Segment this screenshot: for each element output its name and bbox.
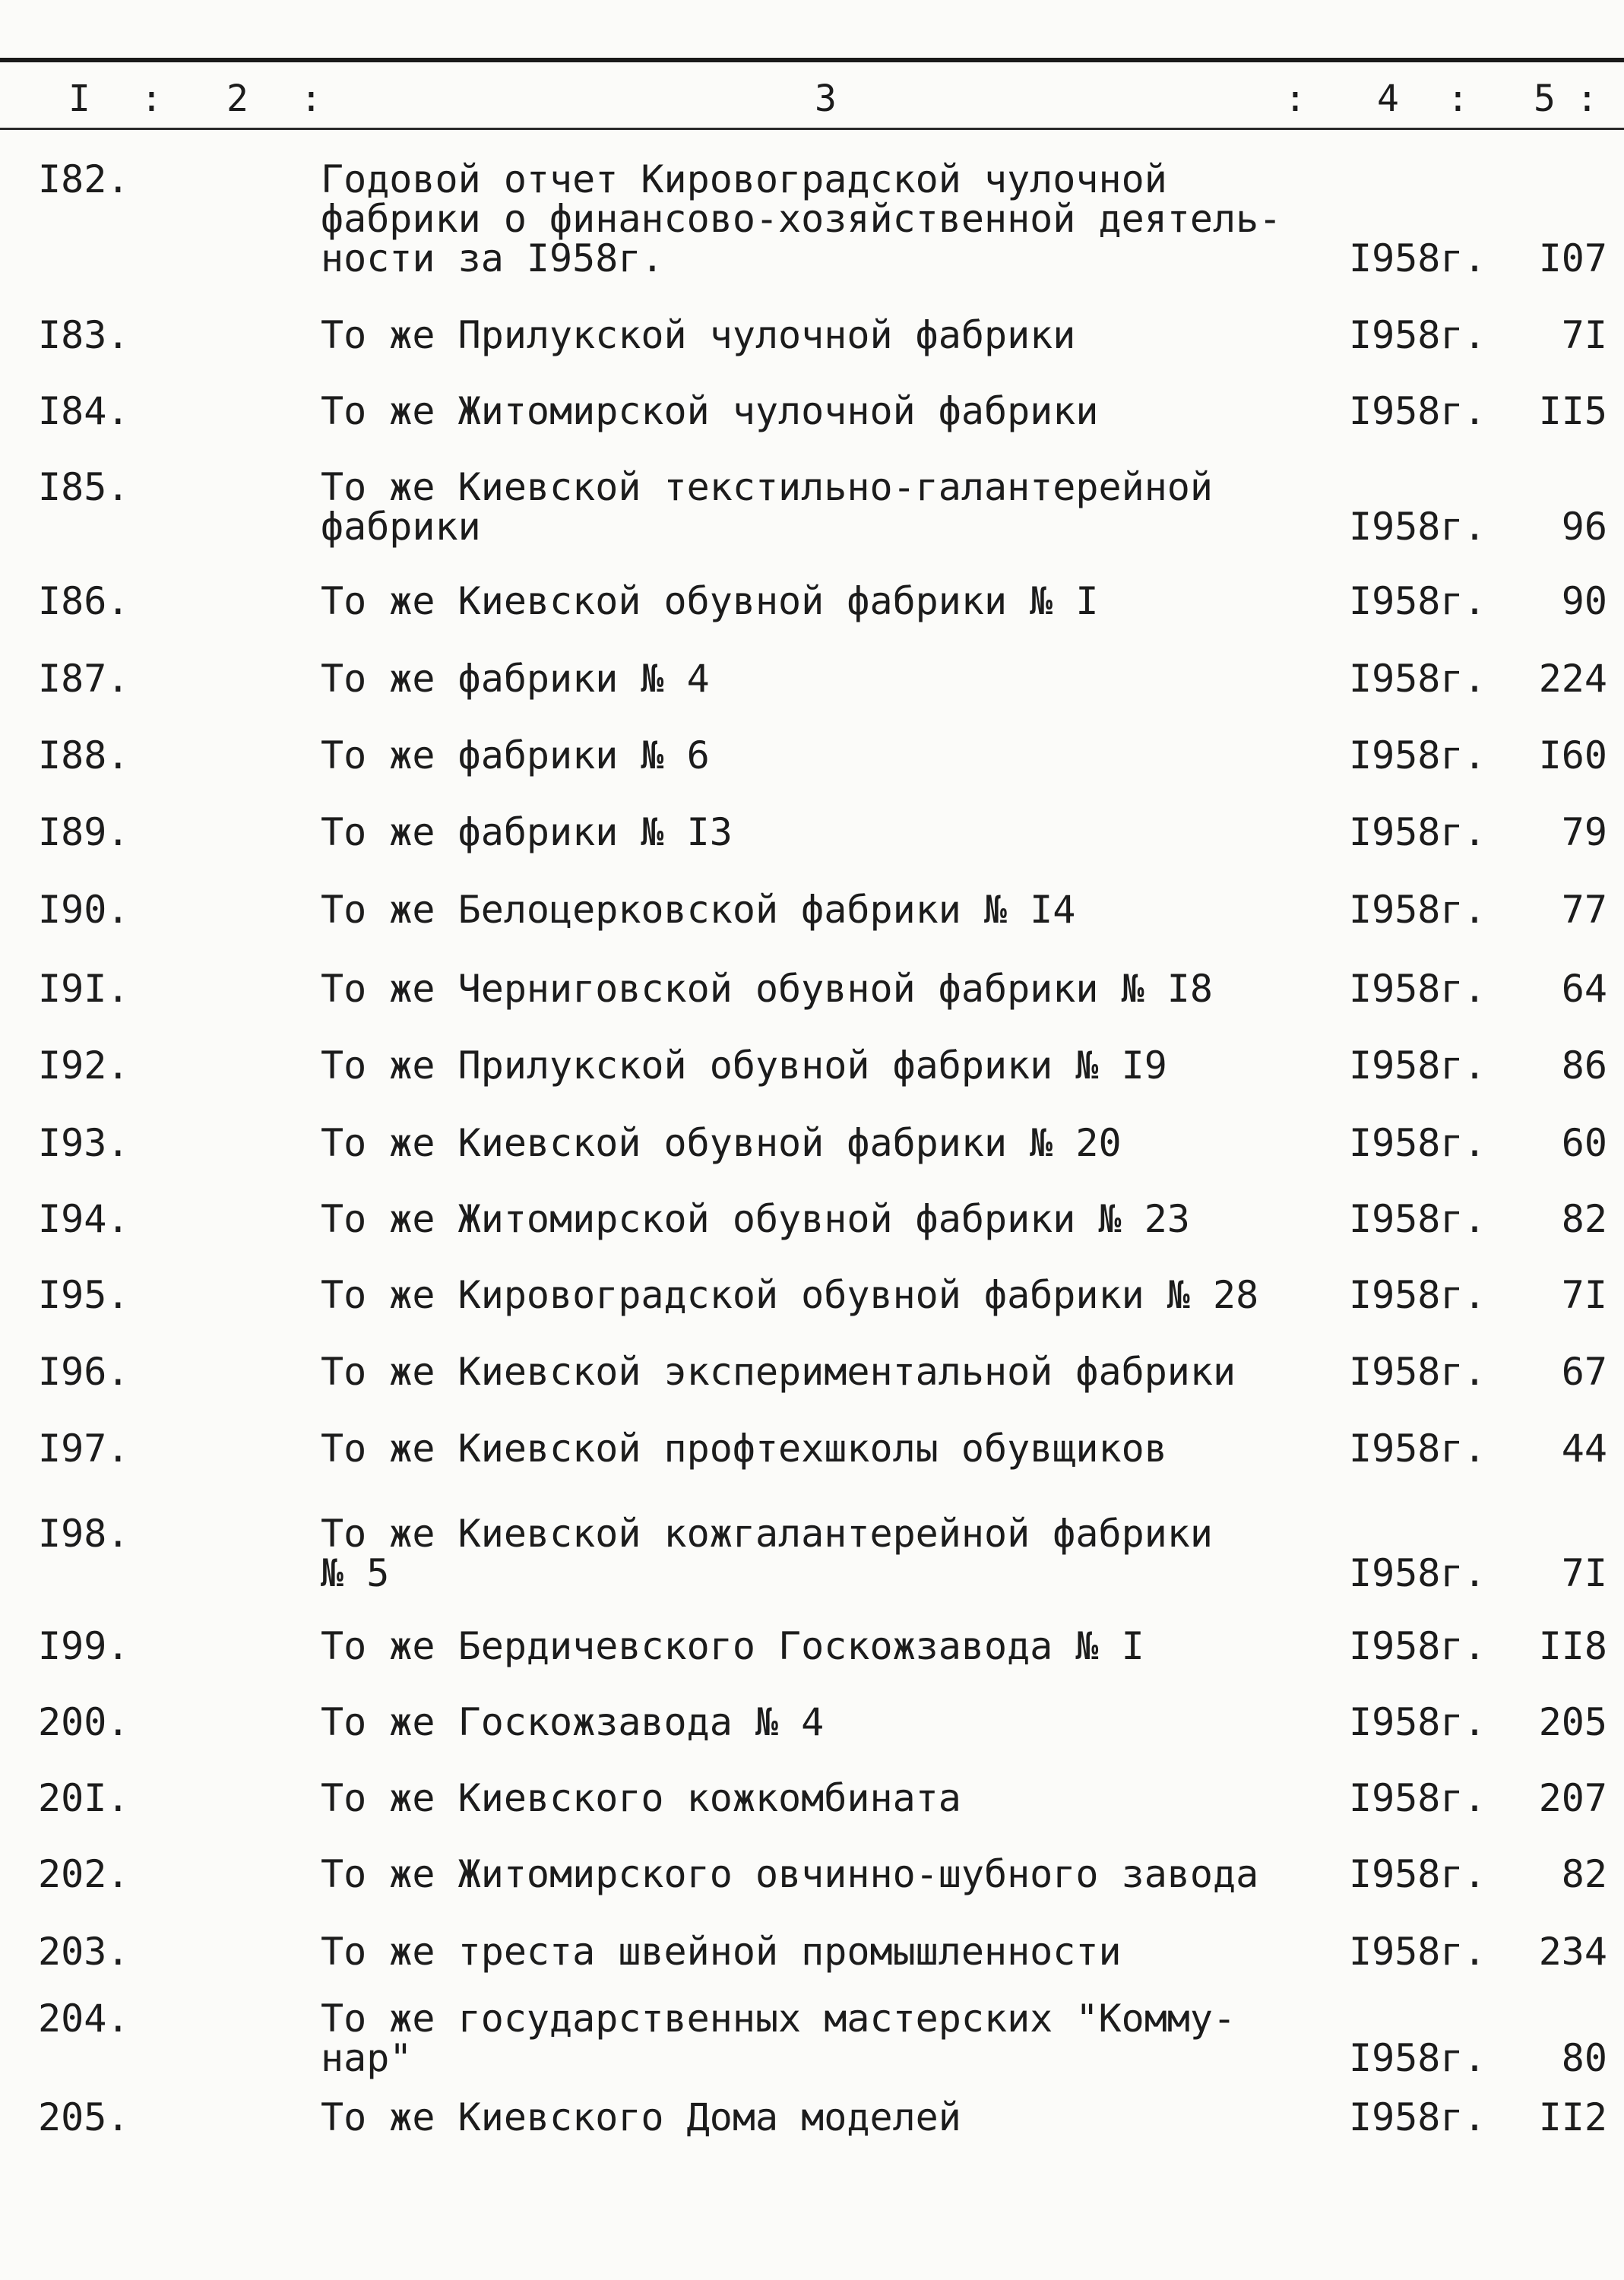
entry-year: I958г. — [1349, 1197, 1486, 1241]
entry-number: I96. — [38, 1350, 130, 1394]
column-header-5: 5 — [1534, 78, 1556, 120]
column-separator: : — [1447, 78, 1469, 120]
top-rule — [0, 58, 1624, 62]
column-separator: : — [1284, 78, 1306, 120]
entry-sheet-count: 60 — [1561, 1121, 1607, 1165]
entry-number: 20I. — [38, 1776, 130, 1820]
entry-year: I958г. — [1349, 236, 1486, 280]
entry-number: 204. — [38, 1997, 130, 2041]
entry-title: То же треста швейной промышленности — [321, 1930, 1122, 1974]
entry-sheet-count: 77 — [1561, 888, 1607, 932]
entry-year: I958г. — [1349, 1350, 1486, 1394]
entry-sheet-count: 82 — [1561, 1197, 1607, 1241]
entry-title: То же Прилукской чулочной фабрики — [321, 313, 1076, 357]
column-separator: : — [141, 78, 163, 120]
column-separator: : — [300, 78, 322, 120]
entry-sheet-count: 207 — [1538, 1776, 1607, 1820]
entry-title: То же Киевского кожкомбината — [321, 1776, 961, 1820]
entry-sheet-count: II5 — [1538, 389, 1607, 433]
entry-number: I99. — [38, 1624, 130, 1668]
entry-title: Годовой отчет Кировоградской чулочной фабрики о финансово-хозяйственной деятель- ности за I958г. — [321, 157, 1282, 280]
column-header-row — [0, 76, 1624, 122]
entry-number: I87. — [38, 657, 130, 701]
entry-title: То же фабрики № I3 — [321, 810, 733, 854]
column-header-4: 4 — [1377, 78, 1399, 120]
entry-sheet-count: I60 — [1538, 733, 1607, 777]
entry-number: 202. — [38, 1852, 130, 1896]
entry-year: I958г. — [1349, 1043, 1486, 1088]
entry-year: I958г. — [1349, 733, 1486, 777]
entry-title: То же Черниговской обувной фабрики № I8 — [321, 967, 1213, 1011]
column-separator: : — [1576, 78, 1598, 120]
entry-year: I958г. — [1349, 1624, 1486, 1668]
entry-year: I958г. — [1349, 967, 1486, 1011]
entry-year: I958г. — [1349, 1700, 1486, 1744]
entry-title: То же Киевского Дома моделей — [321, 2095, 961, 2139]
entry-sheet-count: 224 — [1538, 657, 1607, 701]
entry-title: То же Киевской обувной фабрики № 20 — [321, 1121, 1122, 1165]
entry-number: I85. — [38, 465, 130, 509]
entry-number: 203. — [38, 1930, 130, 1974]
entry-sheet-count: 7I — [1561, 313, 1607, 357]
entry-year: I958г. — [1349, 810, 1486, 854]
header-rule — [0, 128, 1624, 130]
entry-number: I89. — [38, 810, 130, 854]
entry-title: То же Кировоградской обувной фабрики № 28 — [321, 1273, 1259, 1317]
entry-year: I958г. — [1349, 389, 1486, 433]
entry-number: I82. — [38, 157, 130, 201]
entry-title: То же Бердичевского Госкожзавода № I — [321, 1624, 1144, 1668]
entry-title: То же фабрики № 4 — [321, 657, 710, 701]
entry-sheet-count: 64 — [1561, 967, 1607, 1011]
entry-number: I97. — [38, 1427, 130, 1471]
entry-number: I92. — [38, 1043, 130, 1088]
entry-year: I958г. — [1349, 1930, 1486, 1974]
column-header-2: 2 — [226, 78, 249, 120]
entry-year: I958г. — [1349, 1776, 1486, 1820]
entry-title: То же Киевской профтехшколы обувщиков — [321, 1427, 1167, 1471]
entry-year: I958г. — [1349, 1852, 1486, 1896]
entry-title: То же Прилукской обувной фабрики № I9 — [321, 1043, 1167, 1088]
entry-year: I958г. — [1349, 1427, 1486, 1471]
entry-title: То же Житомирской обувной фабрики № 23 — [321, 1197, 1190, 1241]
entry-title: То же фабрики № 6 — [321, 733, 710, 777]
entry-year: I958г. — [1349, 888, 1486, 932]
entry-year: I958г. — [1349, 2036, 1486, 2080]
entry-title: То же государственных мастерских "Комму- нар" — [321, 1997, 1236, 2080]
entry-number: I93. — [38, 1121, 130, 1165]
entry-sheet-count: 234 — [1538, 1930, 1607, 1974]
entry-sheet-count: 67 — [1561, 1350, 1607, 1394]
entry-sheet-count: II2 — [1538, 2095, 1607, 2139]
entry-number: I95. — [38, 1273, 130, 1317]
entry-year: I958г. — [1349, 505, 1486, 549]
entry-year: I958г. — [1349, 1273, 1486, 1317]
entry-title: То же Киевской текстильно-галантерейной фабрики — [321, 465, 1213, 549]
entry-title: То же Киевской кожгалантерейной фабрики № 5 — [321, 1512, 1213, 1595]
entry-title: То же Киевской обувной фабрики № I — [321, 579, 1099, 623]
entry-sheet-count: 205 — [1538, 1700, 1607, 1744]
entry-number: 205. — [38, 2095, 130, 2139]
entry-sheet-count: 44 — [1561, 1427, 1607, 1471]
entry-sheet-count: 96 — [1561, 505, 1607, 549]
entry-sheet-count: I07 — [1538, 236, 1607, 280]
entry-sheet-count: 82 — [1561, 1852, 1607, 1896]
entry-year: I958г. — [1349, 313, 1486, 357]
entry-sheet-count: 79 — [1561, 810, 1607, 854]
entry-number: I84. — [38, 389, 130, 433]
entry-number: I83. — [38, 313, 130, 357]
entry-year: I958г. — [1349, 579, 1486, 623]
entry-title: То же Киевской экспериментальной фабрики — [321, 1350, 1236, 1394]
column-header-1: I — [68, 78, 90, 120]
entry-number: 200. — [38, 1700, 130, 1744]
entry-number: I94. — [38, 1197, 130, 1241]
entry-number: I90. — [38, 888, 130, 932]
entry-sheet-count: II8 — [1538, 1624, 1607, 1668]
entry-sheet-count: 90 — [1561, 579, 1607, 623]
entry-title: То же Житомирского овчинно-шубного завода — [321, 1852, 1259, 1896]
entry-number: I86. — [38, 579, 130, 623]
entry-sheet-count: 7I — [1561, 1551, 1607, 1595]
entry-year: I958г. — [1349, 1121, 1486, 1165]
entry-title: То же Житомирской чулочной фабрики — [321, 389, 1099, 433]
entry-title: То же Белоцерковской фабрики № I4 — [321, 888, 1076, 932]
entry-sheet-count: 86 — [1561, 1043, 1607, 1088]
entry-sheet-count: 7I — [1561, 1273, 1607, 1317]
column-header-3: 3 — [815, 78, 837, 120]
entry-year: I958г. — [1349, 1551, 1486, 1595]
entry-sheet-count: 80 — [1561, 2036, 1607, 2080]
entry-number: I9I. — [38, 967, 130, 1011]
entry-year: I958г. — [1349, 2095, 1486, 2139]
entry-title: То же Госкожзавода № 4 — [321, 1700, 825, 1744]
entry-number: I88. — [38, 733, 130, 777]
entry-number: I98. — [38, 1512, 130, 1556]
entry-year: I958г. — [1349, 657, 1486, 701]
